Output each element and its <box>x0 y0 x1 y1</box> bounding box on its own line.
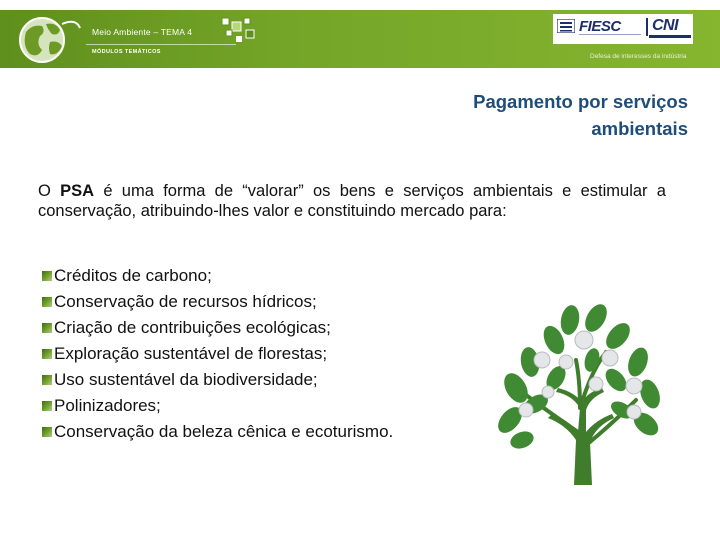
cni-logo-bar <box>649 35 691 38</box>
list-item <box>40 289 393 315</box>
module-subtitle: MÓDULOS TEMÁTICOS <box>92 49 161 55</box>
list-item <box>40 367 393 393</box>
intro-suffix: é uma forma de “valorar” os bens e serviços ambientais e estimular a conservação, atribuindo-lhes valor e constituindo mercado para: <box>38 182 666 220</box>
list-item-text: Conservação da beleza cênica e ecoturismo. <box>54 422 394 441</box>
slide-title-line1: Pagamento por serviços <box>473 91 688 112</box>
list-item <box>40 263 393 289</box>
header-top-strip <box>0 0 720 10</box>
fiesc-logo-text: FIESC <box>579 18 621 35</box>
services-list <box>40 263 393 445</box>
bullet-square-icon <box>42 323 52 333</box>
list-item-text: Polinizadores; <box>54 396 161 415</box>
module-title: Meio Ambiente – TEMA 4 <box>92 27 193 37</box>
list-item <box>40 419 393 445</box>
header-divider <box>86 44 236 45</box>
bullet-square-icon <box>42 401 52 411</box>
list-item <box>40 315 393 341</box>
slide-title <box>368 88 688 142</box>
globe-logo-icon <box>12 14 82 66</box>
intro-paragraph <box>38 181 666 221</box>
money-tree-illustration-icon <box>496 300 666 485</box>
list-item-text: Créditos de carbono; <box>54 266 212 285</box>
list-item <box>40 393 393 419</box>
bullet-square-icon <box>42 297 52 307</box>
list-item-text: Uso sustentável da biodiversidade; <box>54 370 318 389</box>
list-item-text: Criação de contribuições ecológicas; <box>54 318 331 337</box>
slide-title-line2: ambientais <box>591 118 688 139</box>
fiesc-logo-rule <box>579 34 641 39</box>
bullet-square-icon <box>42 375 52 385</box>
bullet-square-icon <box>42 271 52 281</box>
list-item <box>40 341 393 367</box>
list-item-text: Exploração sustentável de florestas; <box>54 344 328 363</box>
cni-logo-text: CNI <box>652 17 679 34</box>
header-banner <box>0 0 720 68</box>
header-tagline: Defesa de interesses da indústria <box>590 53 687 60</box>
list-item-text: Conservação de recursos hídricos; <box>54 292 317 311</box>
fiesc-emblem-icon <box>557 19 575 33</box>
logo-separator <box>646 18 648 36</box>
intro-psa-term: PSA <box>60 182 95 200</box>
partner-logos <box>553 14 693 44</box>
decorative-squares-icon <box>218 16 258 46</box>
bullet-square-icon <box>42 427 52 437</box>
intro-prefix: O <box>38 182 61 200</box>
bullet-square-icon <box>42 349 52 359</box>
